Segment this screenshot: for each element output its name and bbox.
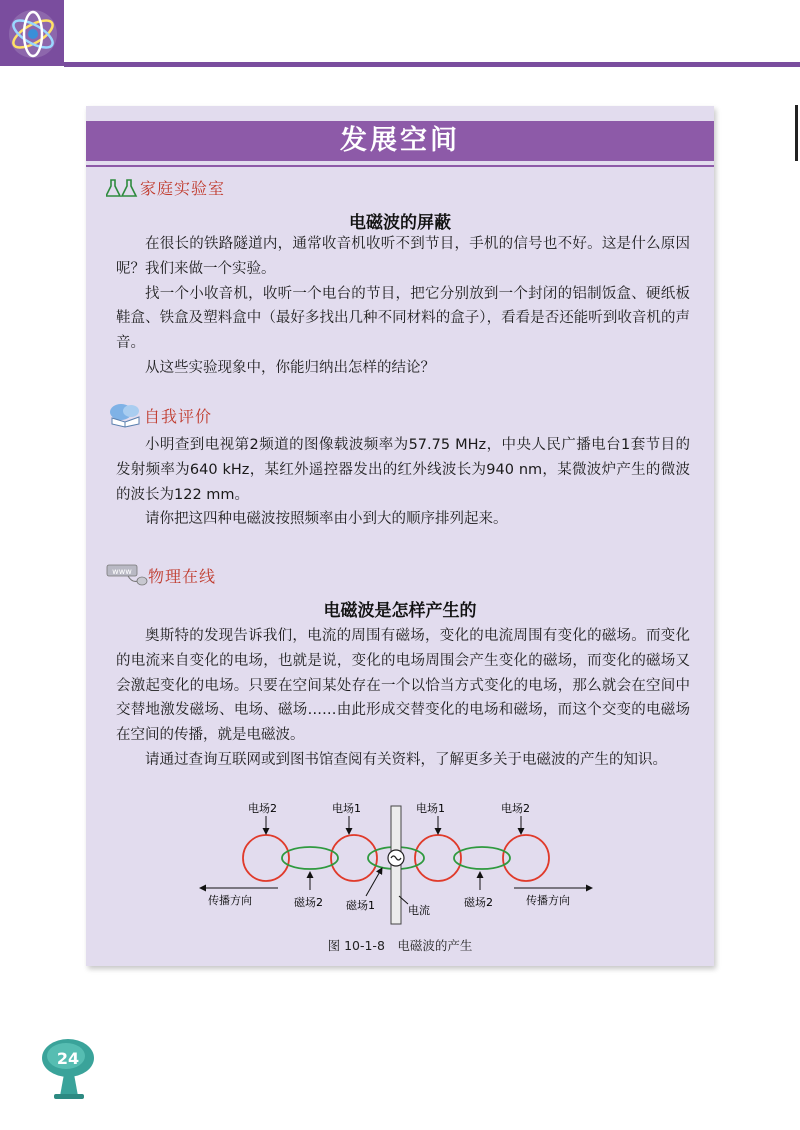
self-eval-label: 自我评价 — [144, 406, 213, 426]
paragraph: 请通过查询互联网或到图书馆查阅有关资料，了解更多关于电磁波的产生的知识。 — [145, 751, 667, 768]
book-cloud-icon — [106, 402, 144, 428]
paragraph: 小明查到电视第2频道的图像载波频率为57.75 MHz，中央人民广播电台1套节目的发射频率为640 kHz，某红外遥控器发出的红外线波长为940 nm，某微波炉产生的微波的波长为122 mm。 — [116, 437, 690, 503]
home-lab-text — [116, 232, 690, 381]
home-lab-title: 电磁波的屏蔽 — [349, 213, 451, 233]
page-number: 24 — [56, 1049, 80, 1068]
paragraph: 从这些实验现象中，你能归纳出怎样的结论？ — [145, 359, 435, 376]
em-wave-figure — [196, 796, 596, 936]
title-divider — [86, 165, 714, 167]
self-eval-heading — [106, 402, 212, 428]
label-e2-right: 电场2 — [501, 802, 530, 815]
label-m2-right: 磁场2 — [464, 896, 493, 909]
online-text — [116, 624, 690, 773]
paragraph: 找一个小收音机，收听一个电台的节目，把它分别放到一个封闭的铝制饭盒、硬纸板鞋盒、铁盒及塑料盒中（最好多找出几种不同材料的盒子），看看是否还能听到收音机的声音。 — [116, 285, 690, 352]
paragraph: 奥斯特的发现告诉我们，电流的周围有磁场，变化的电流周围有变化的磁场。而变化的电流来自变化的电场，也就是说，变化的电场周围会产生变化的磁场，而变化的磁场又会激起变化的电场。只要在空间某处存在一个以恰当方式变化的电场，那么就会在空间中交替地激发磁场、电场、磁场……由此形成交替变化的电场和磁场，而这个交变的电磁场在空间的传播，就是电磁波。 — [116, 628, 690, 744]
home-lab-label: 家庭实验室 — [140, 179, 226, 198]
page-edge-mark — [795, 105, 798, 161]
label-e2-left: 电场2 — [248, 802, 277, 815]
section-title: 发展空间 — [340, 125, 460, 156]
online-title: 电磁波是怎样产生的 — [323, 601, 477, 621]
online-label: 物理在线 — [148, 566, 217, 586]
satellite-dish-icon — [40, 1036, 102, 1100]
label-dir-right: 传播方向 — [526, 894, 570, 907]
magnetic-loop-right — [454, 847, 510, 869]
label-m1: 磁场1 — [346, 899, 375, 912]
svg-text:www: www — [112, 567, 132, 576]
online-heading — [106, 563, 216, 587]
page-number-badge — [40, 1036, 102, 1100]
label-current: 电流 — [408, 904, 430, 917]
content-panel — [86, 106, 714, 966]
paragraph: 请你把这四种电磁波按照频率由小到大的顺序排列起来。 — [145, 511, 508, 528]
paragraph: 在很长的铁路隧道内，通常收音机收听不到节目，手机的信号也不好。这是什么原因呢？我们来做一个实验。 — [116, 236, 690, 277]
figure-caption: 图 10-1-8 电磁波的产生 — [327, 938, 473, 953]
section-title-band — [86, 121, 714, 161]
label-e1-right: 电场1 — [416, 802, 445, 815]
label-e1-left: 电场1 — [332, 802, 361, 815]
flask-icon — [106, 178, 140, 198]
label-m2-left: 磁场2 — [294, 896, 323, 909]
atom-orbit-icon — [6, 4, 60, 62]
www-mouse-icon — [106, 563, 148, 587]
header-rule — [64, 62, 800, 67]
self-eval-text — [116, 433, 690, 532]
magnetic-loop-left — [282, 847, 338, 869]
home-lab-heading — [106, 176, 225, 199]
label-dir-left: 传播方向 — [208, 894, 252, 907]
